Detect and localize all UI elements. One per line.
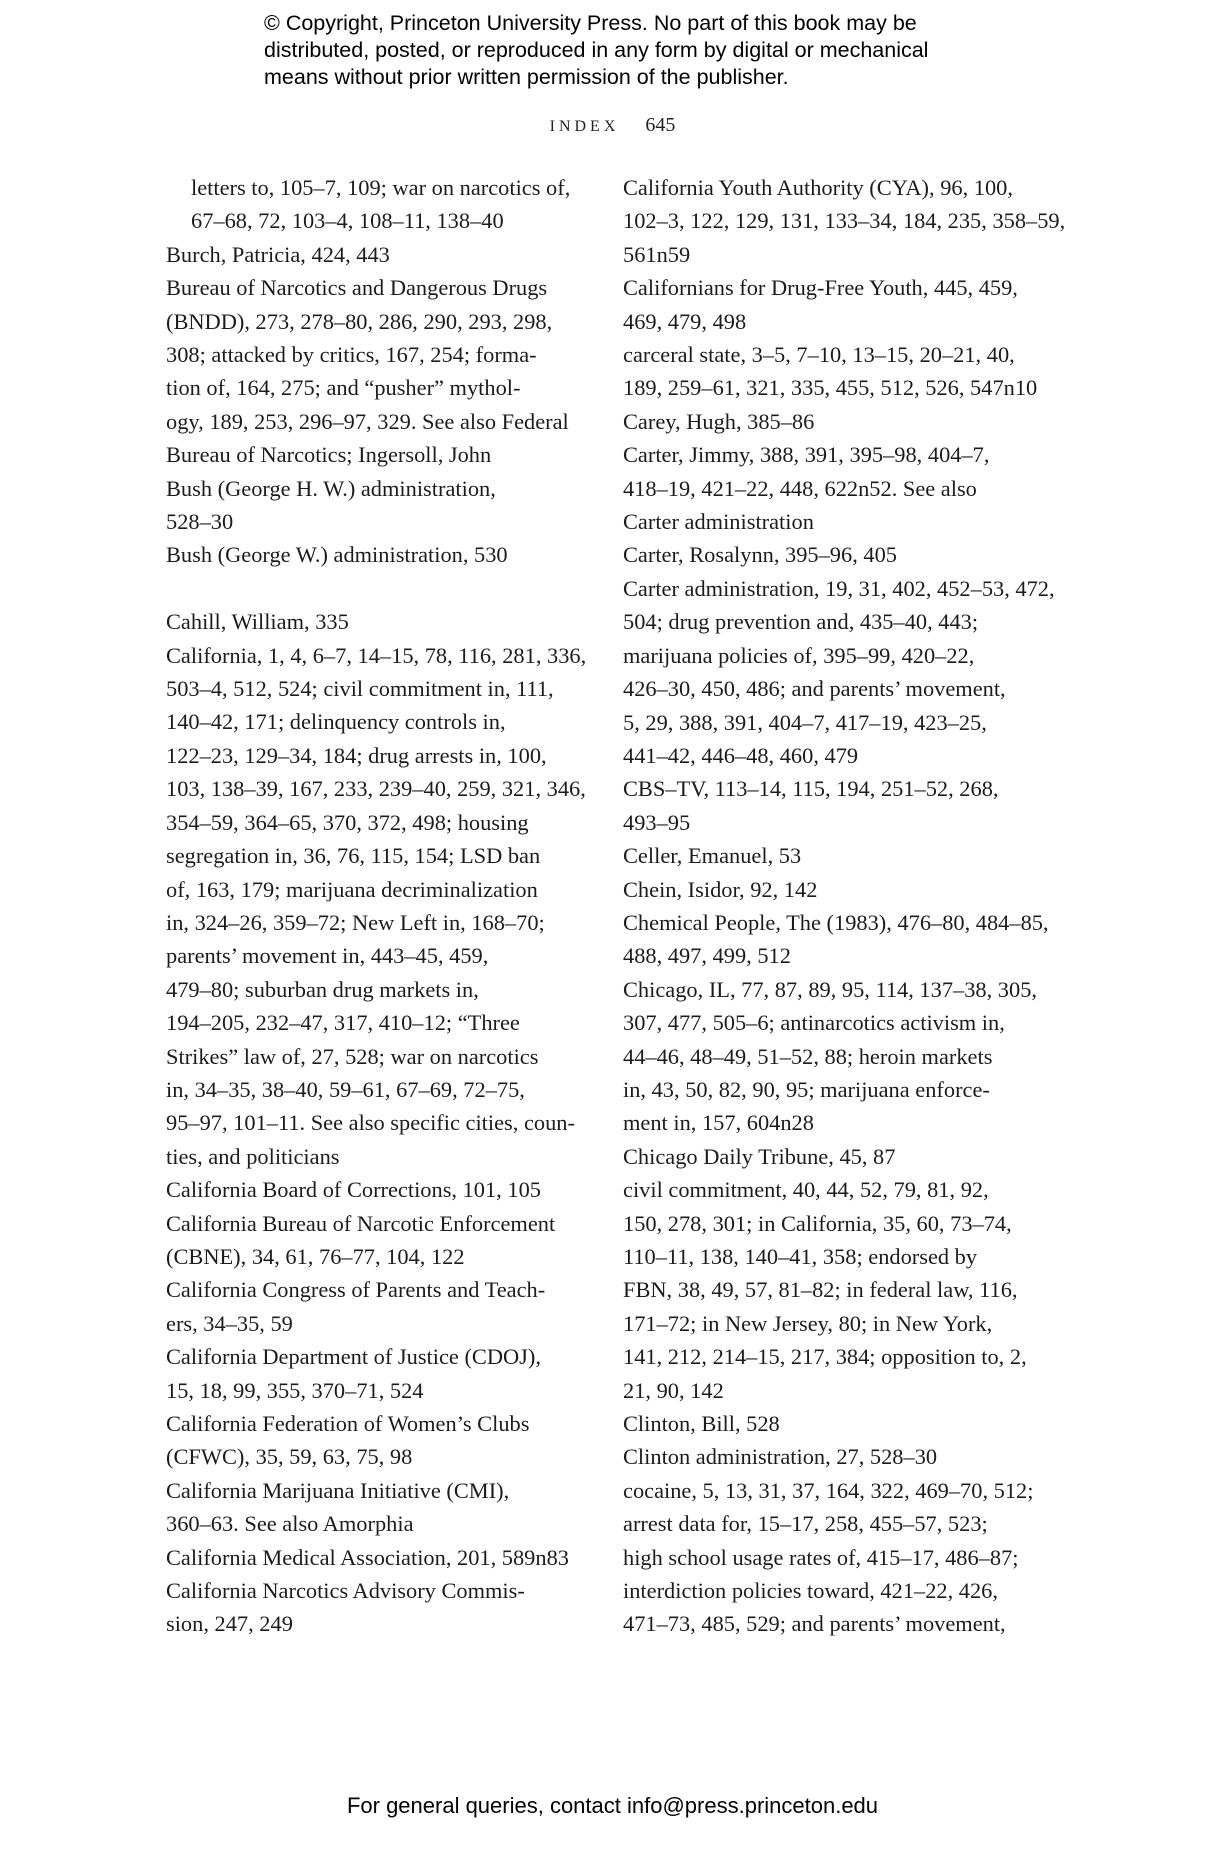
letter-group-gap: [166, 572, 576, 605]
index-entry: [166, 1340, 576, 1407]
index-entry-line: interdiction policies toward, 421–22, 426,: [623, 1578, 998, 1604]
index-entry-line: (CBNE), 34, 61, 76–77, 104, 122: [166, 1243, 465, 1269]
index-entry-line: of, 163, 179; marijuana decriminalization: [166, 876, 538, 902]
index-entry-line: ogy, 189, 253, 296–97, 329. See also Federal: [166, 408, 569, 434]
index-entry-line: Burch, Patricia, 424, 443: [166, 241, 390, 267]
index-entry: [623, 873, 1043, 906]
index-entry-line: 469, 479, 498: [623, 308, 747, 334]
index-entry-line: Bureau of Narcotics and Dangerous Drugs: [166, 275, 548, 301]
index-entry-line: letters to, 105–7, 109; war on narcotics of,: [191, 175, 571, 200]
index-entry-line: Celler, Emanuel, 53: [623, 843, 802, 869]
index-entry-line: civil commitment, 40, 44, 52, 79, 81, 92,: [623, 1177, 989, 1203]
index-entry-line: 67–68, 72, 103–4, 108–11, 138–40: [191, 208, 504, 234]
index-entry-line: 307, 477, 505–6; antinarcotics activism in,: [623, 1010, 1005, 1036]
index-entry-line: arrest data for, 15–17, 258, 455–57, 523;: [623, 1511, 988, 1537]
index-entry-line: 189, 259–61, 321, 335, 455, 512, 526, 547n10: [623, 375, 1038, 401]
index-entry-line: 110–11, 138, 140–41, 358; endorsed by: [623, 1244, 978, 1269]
index-entry-line: California Congress of Parents and Teach-: [166, 1277, 546, 1303]
index-entry-line: 140–42, 171; delinquency controls in,: [166, 709, 506, 735]
index-entry-line: Cahill, William, 335: [166, 609, 349, 635]
index-entry-line: 308; attacked by critics, 167, 254; forma-: [166, 342, 537, 368]
index-entry: [166, 1173, 576, 1206]
index-entry: [166, 238, 576, 271]
index-entry-line: marijuana policies of, 395–99, 420–22,: [623, 642, 975, 668]
index-entry-line: 21, 90, 142: [623, 1377, 724, 1403]
index-entry-line: Californians for Drug-Free Youth, 445, 459,: [623, 275, 1018, 301]
index-entry-line: 122–23, 129–34, 184; drug arrests in, 100,: [166, 742, 547, 768]
index-entry: [623, 1474, 1043, 1641]
index-entry-line: 418–19, 421–22, 448, 622n52. See also: [623, 475, 977, 501]
index-entry-line: California Marijuana Initiative (CMI),: [166, 1477, 510, 1503]
index-entry-line: Clinton, Bill, 528: [623, 1411, 780, 1437]
index-entry-line: Carey, Hugh, 385–86: [623, 408, 815, 434]
index-entry: [623, 538, 1043, 571]
index-entry: [166, 1474, 576, 1541]
index-entry-line: Bush (George W.) administration, 530: [166, 542, 508, 568]
index-entry-line: California Board of Corrections, 101, 105: [166, 1177, 541, 1203]
index-entry-line: carceral state, 3–5, 7–10, 13–15, 20–21, 40,: [623, 342, 1015, 368]
index-entry-line: (CFWC), 35, 59, 63, 75, 98: [166, 1444, 413, 1470]
index-entry: [623, 338, 1043, 405]
index-entry-line: 441–42, 446–48, 460, 479: [623, 742, 859, 768]
index-entry-line: 426–30, 450, 486; and parents’ movement,: [623, 676, 1006, 702]
index-entry-line: California Medical Association, 201, 589n83: [166, 1544, 569, 1570]
index-entry-line: sion, 247, 249: [166, 1611, 293, 1637]
index-entry-line: 150, 278, 301; in California, 35, 60, 73–74,: [623, 1210, 1012, 1236]
index-entry: [623, 271, 1043, 338]
index-entry-line: Clinton administration, 27, 528–30: [623, 1444, 938, 1470]
index-entry-line: segregation in, 36, 76, 115, 154; LSD ban: [166, 843, 541, 869]
index-entry: [623, 438, 1043, 538]
index-entry-line: tion of, 164, 275; and “pusher” mythol-: [166, 375, 521, 401]
index-entry-line: Carter administration: [623, 509, 814, 535]
index-entry-line: ties, and politicians: [166, 1143, 340, 1169]
index-entry-line: California, 1, 4, 6–7, 14–15, 78, 116, 281, 336,: [166, 642, 587, 668]
index-entry-line: (BNDD), 273, 278–80, 286, 290, 293, 298,: [166, 308, 553, 334]
index-entry: [166, 1541, 576, 1574]
index-entry-line: 15, 18, 99, 355, 370–71, 524: [166, 1377, 424, 1403]
index-entry-line: Chicago, IL, 77, 87, 89, 95, 114, 137–38, 305,: [623, 976, 1037, 1002]
index-entry-line: high school usage rates of, 415–17, 486–87;: [623, 1544, 1019, 1570]
contact-footer: For general queries, contact info@press.princeton.edu: [346, 1793, 879, 1818]
index-entry: [623, 405, 1043, 438]
index-entry-line: cocaine, 5, 13, 31, 37, 164, 322, 469–70, 512;: [623, 1477, 1034, 1503]
index-entry: [623, 171, 1066, 271]
index-entry-line: 528–30: [166, 509, 234, 535]
index-entry-line: California Bureau of Narcotic Enforcement: [166, 1210, 556, 1236]
index-entry: [623, 1140, 1043, 1173]
section-label: INDEX: [549, 118, 620, 135]
index-entry-line: 171–72; in New Jersey, 80; in New York,: [623, 1310, 993, 1336]
index-entry-line: 488, 497, 499, 512: [623, 943, 791, 969]
index-entry-line: 471–73, 485, 529; and parents’ movement,: [623, 1611, 1006, 1637]
copyright-line: © Copyright, Princeton University Press. No part of this book may be: [264, 11, 917, 35]
index-entry-line: 95–97, 101–11. See also specific cities, coun-: [166, 1110, 575, 1136]
index-entry-line: 354–59, 364–65, 370, 372, 498; housing: [166, 809, 529, 835]
index-entry-line: ers, 34–35, 59: [166, 1310, 293, 1336]
index-column-right: [623, 171, 1066, 1641]
index-entry-line: 5, 29, 388, 391, 404–7, 417–19, 423–25,: [623, 709, 987, 735]
index-entry-line: 561n59: [623, 241, 691, 267]
index-entry: [166, 538, 576, 571]
running-header: [0, 114, 1225, 137]
index-entry: [166, 1574, 576, 1641]
index-entry: [623, 1407, 1043, 1440]
index-entry-line: 102–3, 122, 129, 131, 133–34, 184, 235, 358–59,: [623, 208, 1066, 234]
index-entry-line: 479–80; suburban drug markets in,: [166, 976, 479, 1002]
index-entry: [623, 772, 1043, 839]
index-entry: [166, 605, 576, 638]
index-entry-line: California Youth Authority (CYA), 96, 100,: [623, 175, 1013, 200]
index-entry: [623, 973, 1043, 1140]
index-entry-line: 44–46, 48–49, 51–52, 88; heroin markets: [623, 1043, 993, 1069]
index-entry-line: 194–205, 232–47, 317, 410–12; “Three: [166, 1010, 520, 1036]
index-entry-line: parents’ movement in, 443–45, 459,: [166, 943, 489, 969]
index-entry: [166, 171, 576, 238]
index-entry-line: Bureau of Narcotics; Ingersoll, John: [166, 442, 492, 468]
copyright-line: means without prior written permission of the publisher.: [264, 65, 789, 89]
index-entry-line: California Narcotics Advisory Commis-: [166, 1578, 525, 1604]
index-entry-line: California Department of Justice (CDOJ),: [166, 1344, 541, 1370]
index-entry: [166, 1273, 576, 1340]
index-entry-line: 103, 138–39, 167, 233, 239–40, 259, 321, 346,: [166, 776, 586, 802]
index-entry-line: Chein, Isidor, 92, 142: [623, 876, 818, 902]
index-entry-line: in, 43, 50, 82, 90, 95; marijuana enforce-: [623, 1076, 990, 1102]
copyright-notice: [264, 10, 1024, 91]
index-entry: [166, 1207, 576, 1274]
index-entry-line: FBN, 38, 49, 57, 81–82; in federal law, 116,: [623, 1277, 1018, 1303]
index-entry-line: Carter administration, 19, 31, 402, 452–53, 472,: [623, 575, 1055, 601]
index-entry-line: Chicago Daily Tribune, 45, 87: [623, 1143, 896, 1169]
index-entry-line: 360–63. See also Amorphia: [166, 1511, 414, 1537]
index-entry-line: California Federation of Women’s Clubs: [166, 1411, 530, 1437]
index-column-left: [166, 171, 587, 1641]
index-entry: [623, 1173, 1043, 1407]
index-entry-line: ment in, 157, 604n28: [623, 1110, 814, 1136]
index-entry-line: Chemical People, The (1983), 476–80, 484–85,: [623, 909, 1049, 935]
index-entry: [623, 1440, 1043, 1473]
index-entry: [166, 639, 587, 1174]
index-entry-line: 141, 212, 214–15, 217, 384; opposition to, 2,: [623, 1344, 1027, 1370]
index-entry-line: Strikes” law of, 27, 528; war on narcotics: [166, 1043, 539, 1069]
index-entry-line: Carter, Rosalynn, 395–96, 405: [623, 542, 897, 568]
index-entry: [166, 271, 576, 471]
index-entry: [166, 1407, 576, 1474]
index-entry-line: in, 34–35, 38–40, 59–61, 67–69, 72–75,: [166, 1076, 525, 1102]
index-entry-line: Bush (George H. W.) administration,: [166, 475, 496, 501]
index-entry-line: 493–95: [623, 809, 691, 835]
index-entry-line: 504; drug prevention and, 435–40, 443;: [623, 609, 979, 635]
index-entry-line: in, 324–26, 359–72; New Left in, 168–70;: [166, 909, 545, 935]
index-entry-line: CBS–TV, 113–14, 115, 194, 251–52, 268,: [623, 776, 999, 802]
page-number: 645: [645, 114, 676, 136]
index-entry: [623, 572, 1055, 772]
index-entry: [166, 472, 576, 539]
index-entry: [623, 906, 1049, 973]
index-entry: [623, 839, 1043, 872]
index-entry-line: 503–4, 512, 524; civil commitment in, 111,: [166, 676, 554, 702]
copyright-line: distributed, posted, or reproduced in any form by digital or mechanical: [264, 38, 929, 62]
index-entry-line: Carter, Jimmy, 388, 391, 395–98, 404–7,: [623, 442, 990, 468]
